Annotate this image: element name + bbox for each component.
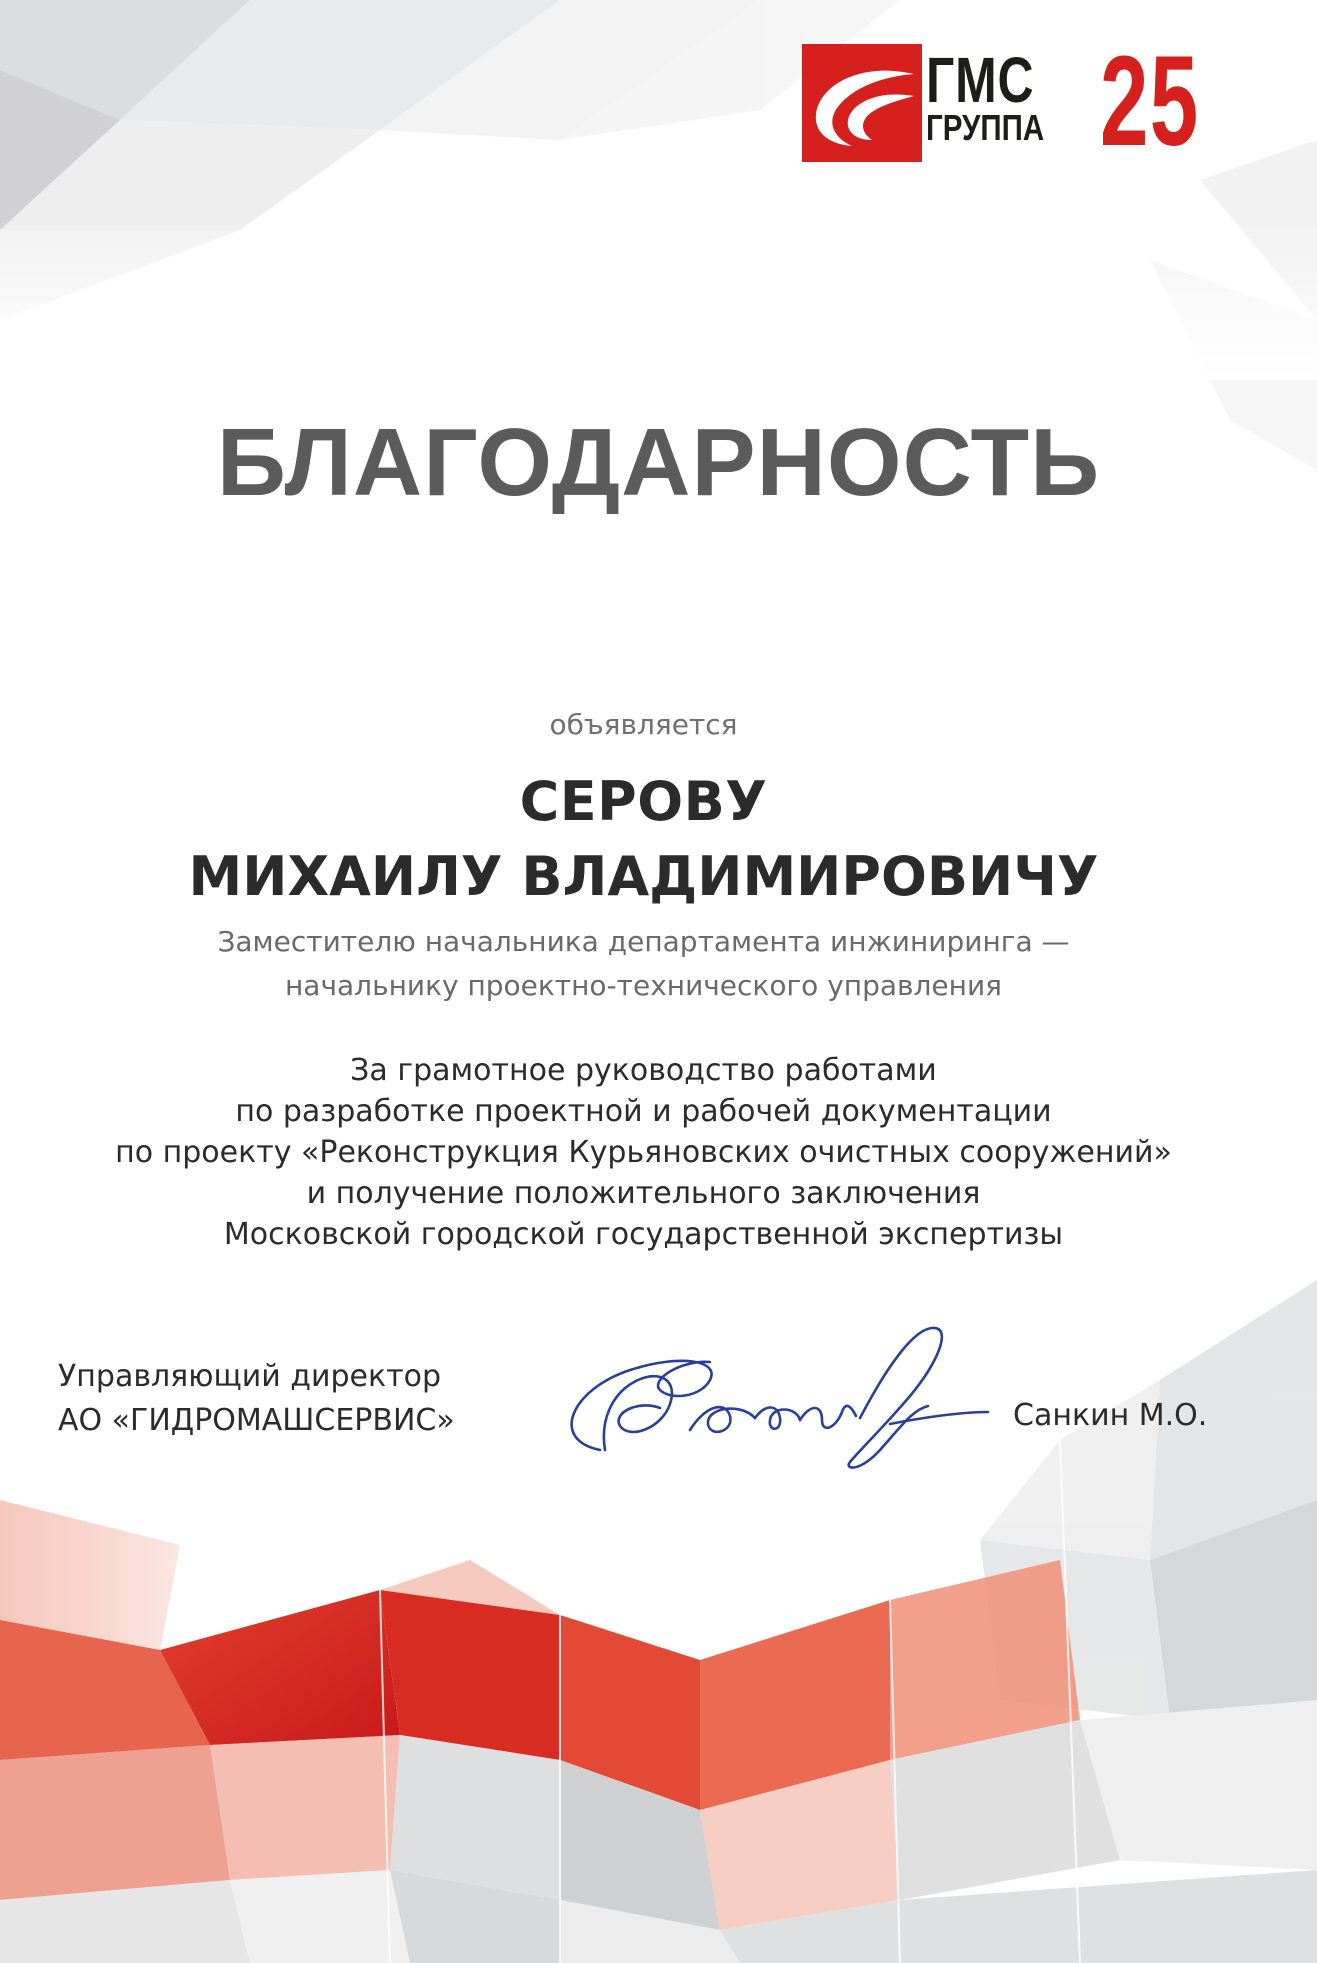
certificate-subtitle: объявляется [549,708,738,741]
signatory-role-line: Управляющий директор [58,1359,441,1394]
logo-wordmark [926,44,1070,148]
swoosh-logo-icon [802,44,922,162]
recipient-name: МИХАИЛУ ВЛАДИМИРОВИЧУ [188,845,1099,908]
position-line: Заместителю начальника департамента инжиниринга — [217,925,1070,958]
certificate-title: БЛАГОДАРНОСТЬ [216,409,1101,516]
signatory-role [58,1355,455,1443]
logo-word-bottom: ГРУППА [926,107,1045,148]
reason-line: Московской городской государственной экспертизы [223,1217,1064,1252]
handwritten-signature [560,1300,1040,1480]
reason-line: по проекту «Реконструкция Курьяновских очистных сооружений» [115,1135,1172,1170]
reason-line: и получение положительного заключения [306,1176,981,1211]
recipient-position [0,920,1287,1008]
signatory-role-line: АО «ГИДРОМАШСЕРВИС» [58,1403,455,1438]
reason-line: по разработке проектной и рабочей документации [235,1094,1052,1129]
award-reason [0,1050,1287,1255]
company-logo [802,30,1230,173]
reason-line: За грамотное руководство работами [350,1053,937,1088]
logo-word-top: ГМС [926,44,1035,116]
signatory-name: Санкин М.О. [1013,1398,1208,1433]
logo-anniversary-number: 25 [1100,30,1200,173]
position-line: начальнику проектно-технического управления [285,969,1002,1002]
recipient-surname: СЕРОВУ [519,770,768,833]
